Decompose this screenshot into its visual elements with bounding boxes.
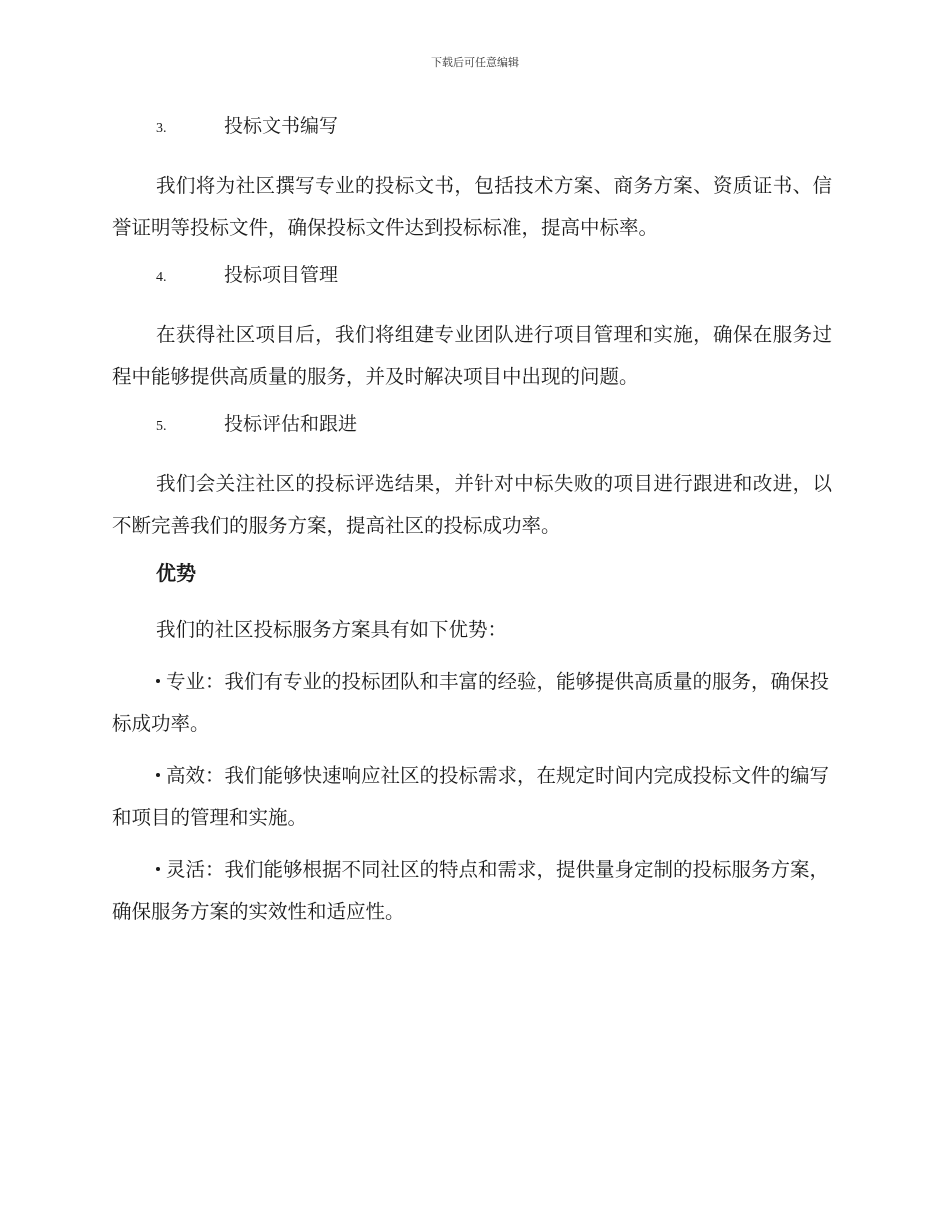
section-number: 3. xyxy=(156,121,167,136)
advantage-text: 专业：我们有专业的投标团队和丰富的经验，能够提供高质量的服务，确保投标成功率。 xyxy=(112,670,830,735)
page-header: 下载后可任意编辑 xyxy=(431,56,519,69)
advantage-text: 高效：我们能够快速响应社区的投标需求，在规定时间内完成投标文件的编写和项目的管理和实施。 xyxy=(112,764,830,829)
section-heading-5 xyxy=(156,408,832,443)
section-heading-3 xyxy=(156,110,832,145)
section-title: 投标评估和跟进 xyxy=(224,413,358,435)
advantages-title: 优势 xyxy=(156,561,196,585)
advantage-item xyxy=(112,849,832,933)
bullet-icon xyxy=(156,679,160,683)
section-heading-4 xyxy=(156,259,832,294)
section-title: 投标文书编写 xyxy=(224,115,339,137)
section-title: 投标项目管理 xyxy=(224,264,339,286)
advantage-text: 灵活：我们能够根据不同社区的特点和需求，提供量身定制的投标服务方案，确保服务方案的实效性和适应性。 xyxy=(112,858,830,923)
advantage-item xyxy=(112,755,832,839)
bullet-icon xyxy=(156,867,160,871)
advantages-intro: 我们的社区投标服务方案具有如下优势： xyxy=(156,618,508,641)
document-body xyxy=(112,110,832,943)
advantage-item xyxy=(112,661,832,745)
section-paragraph: 在获得社区项目后，我们将组建专业团队进行项目管理和实施，确保在服务过程中能够提供高质量的服务，并及时解决项目中出现的问题。 xyxy=(112,323,832,388)
section-number: 5. xyxy=(156,419,167,434)
bullet-icon xyxy=(156,773,160,777)
section-paragraph: 我们将为社区撰写专业的投标文书，包括技术方案、商务方案、资质证书、信誉证明等投标文件，确保投标文件达到投标标准，提高中标率。 xyxy=(112,174,832,239)
section-paragraph: 我们会关注社区的投标评选结果，并针对中标失败的项目进行跟进和改进，以不断完善我们的服务方案，提高社区的投标成功率。 xyxy=(112,472,832,537)
section-number: 4. xyxy=(156,270,167,285)
